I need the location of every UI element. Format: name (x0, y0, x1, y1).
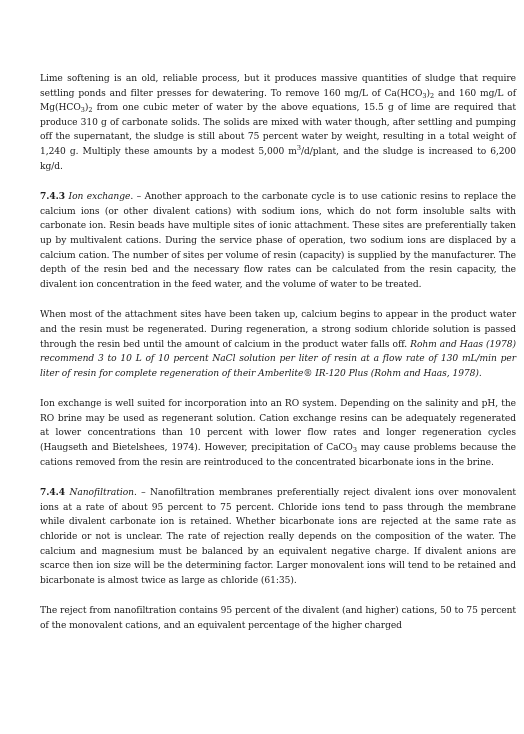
subscript: 3 (80, 106, 85, 115)
paragraph-reject: The reject from nanofiltration contains 95 percent of the divalent (and higher) cations, 50 to 75 percent of the monovalent cations, and an equivalent percentage of the higher charged (40, 606, 516, 631)
section-ion-exchange (40, 190, 516, 292)
superscript: 3 (296, 143, 301, 152)
paragraph-ro-system (40, 397, 516, 470)
section-number: 7.4.3 (40, 191, 66, 203)
text: ) (84, 103, 89, 114)
text: /d/plant, and the sludge is increased to 6,200 kg/d. (40, 146, 516, 172)
subscript: 3 (422, 91, 427, 100)
text: When most of the attachment sites have been taken up, calcium begins to appear in the product water and the resin must be regenerated. During regeneration, a strong sodium chloride solution is passed through the resin bed until the amount of calcium in the product water falls off. (40, 310, 516, 350)
text: Ion exchange is well suited for incorporation into an RO system. Depending on the salinity and pH, the RO brine may be used as regenerant solution. Cation exchange resins can be adequately regenerated at lower concentrations than 10 percent with lower flow rates and longer regeneration cycles (Haugseth and Bietelshees, 1974). However, precipitation of CaCO (40, 399, 516, 454)
section-body: – Another approach to the carbonate cycle is to use cationic resins to replace the calcium ions (or other divalent cations) with sodium ions, which do not form insoluble salts with carbonate ion. Resin beads have multiple sites of ionic attachment. These sites are preferentially taken up by multivalent cations. During the service phase of operation, two sodium ions are displaced by a calcium cation. The number of sites per volume of resin (capacity) is supplied by the manufacturer. The depth of the resin bed and the necessary flow rates can be calculated from the resin capacity, the divalent ion concentration in the feed water, and the volume of water to be treated. (40, 192, 516, 290)
section-body: – Nanofiltration membranes preferentially reject divalent ions over monovalent ions at a rate of about 95 percent to 75 percent. Chloride ions tend to pass through the membrane while divalent carbonate ion is retained. Whether bicarbonate ions are rejected at the same rate as chloride or not is unclear. The rate of rejection really depends on the composition of the water. The calcium and magnesium must be balanced by an equivalent negative charge. If divalent anions are scarce then ion size will be the determining factor. Larger monovalent ions will tend to be retained and bicarbonate is almost twice as large as chloride (61:35). (40, 488, 516, 586)
text: may cause problems because the cations removed from the resin are reintroduced to the concentrated bicarbonate ions in the brine. (40, 443, 516, 468)
subscript: 3 (352, 446, 357, 455)
subscript: 2 (88, 106, 93, 115)
text: ) (426, 88, 431, 99)
text: Lime softening is an old, reliable process, but it produces massive quantities of sludge that require settling ponds and filter presses for dewatering. To remove 160 mg/L of Ca(HCO (40, 74, 516, 99)
text: from one cubic meter of water by the above equations, 15.5 g of lime are required that produce 310 g of carbonate solids. The solids are mixed with water though, after settling and pumping off the supernatant, the sludge is still about 75 percent water by weight, resulting in a total weight of 1,240 g. Multiply these amounts by a modest 5,000 m (40, 103, 516, 157)
section-title: Nanofiltration. (69, 488, 137, 499)
section-nanofiltration (40, 486, 516, 588)
text: and 160 mg/L of Mg(HCO (40, 88, 517, 114)
paragraph-regeneration (40, 308, 516, 381)
text-italic: Rohm and Haas (1978) recommend 3 to 10 L of 10 percent NaCl solution per liter of resin at a flow rate of 130 mL/min per liter of resin for complete regeneration of their Amberlite® IR-120 Plus (Rohm and Haas, 1978). (40, 339, 516, 379)
section-number: 7.4.4 (40, 487, 66, 499)
subscript: 2 (430, 91, 435, 100)
paragraph-lime-softening (40, 72, 516, 174)
section-title: Ion exchange. (68, 192, 134, 203)
